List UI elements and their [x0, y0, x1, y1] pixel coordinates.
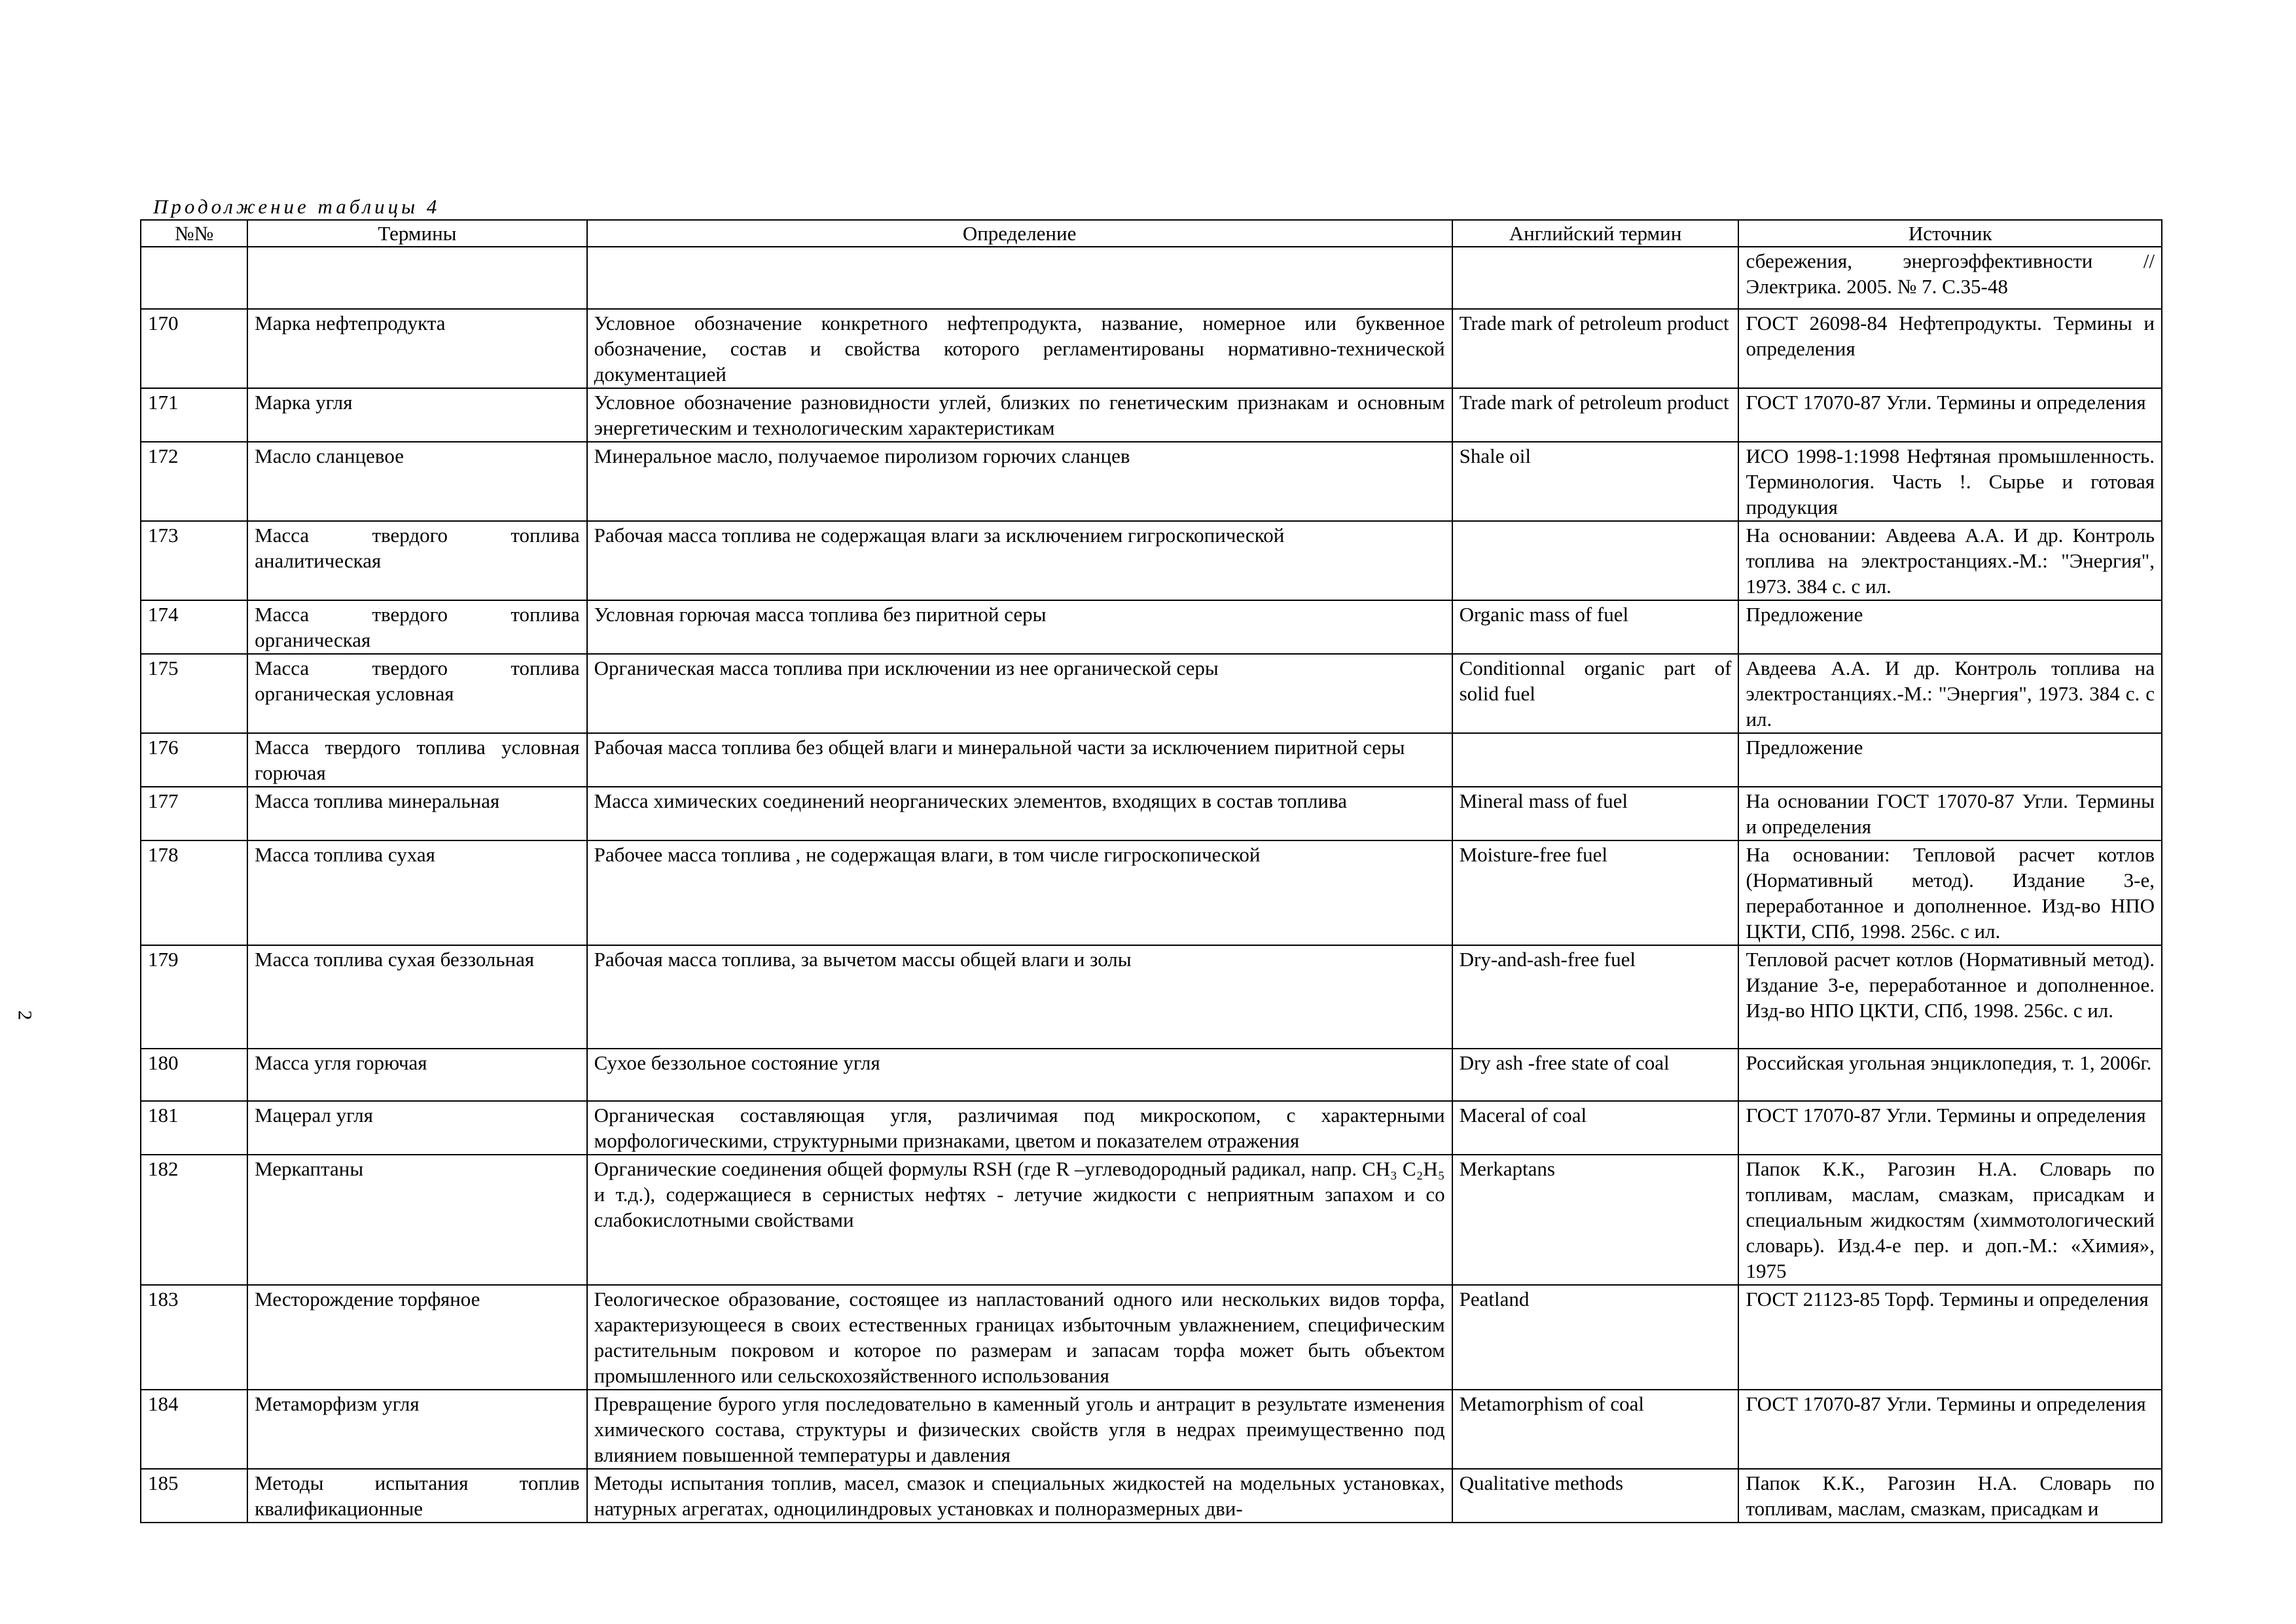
cell-english	[1452, 521, 1739, 600]
cell-num: 184	[141, 1390, 247, 1469]
cell-english: Conditionnal organic part of solid fuel	[1452, 654, 1739, 733]
cell-english: Trade mark of petroleum product	[1452, 388, 1739, 442]
table-row	[141, 1101, 2162, 1155]
cell-source: Предложение	[1738, 600, 2162, 654]
cell-term: Масса твердого топлива органическая	[247, 600, 586, 654]
cell-definition: Масса химических соединений неорганических элементов, входящих в состав топлива	[587, 787, 1452, 840]
cell-num: 180	[141, 1049, 247, 1101]
cell-term: Меркаптаны	[247, 1155, 586, 1285]
cell-english: Peatland	[1452, 1285, 1739, 1390]
cell-definition: Рабочее масса топлива , не содержащая влаги, в том числе гигроскопической	[587, 840, 1452, 945]
cell-source: ГОСТ 17070-87 Угли. Термины и определения	[1738, 388, 2162, 442]
header-definition: Определение	[587, 220, 1452, 247]
cell-definition: Условное обозначение конкретного нефтепродукта, название, номерное или буквенное обозначение, состав и свойства которого регламентированы нормативно-технической документацией	[587, 309, 1452, 388]
cell-definition: Рабочая масса топлива не содержащая влаги за исключением гигроскопической	[587, 521, 1452, 600]
cell-definition: Методы испытания топлив, масел, смазок и специальных жидкостей на модельных установках, натурных агрегатах, одноцилиндровых установках и полноразмерных дви-	[587, 1469, 1452, 1523]
cell-english: Dry-and-ash-free fuel	[1452, 945, 1739, 1049]
cell-english: Moisture-free fuel	[1452, 840, 1739, 945]
cell-definition: Условная горючая масса топлива без пиритной серы	[587, 600, 1452, 654]
cell-source: ГОСТ 21123-85 Торф. Термины и определения	[1738, 1285, 2162, 1390]
cell-english: Mineral mass of fuel	[1452, 787, 1739, 840]
cell-num: 178	[141, 840, 247, 945]
header-num: №№	[141, 220, 247, 247]
cell-definition: Условное обозначение разновидности углей, близких по генетическим признакам и основным энергетическим и технологическим характеристикам	[587, 388, 1452, 442]
cell-num: 181	[141, 1101, 247, 1155]
cell-source: Папок К.К., Рагозин Н.А. Словарь по топливам, маслам, смазкам, присадкам и	[1738, 1469, 2162, 1523]
cell-term	[247, 247, 586, 309]
cell-definition	[587, 247, 1452, 309]
cell-source: Тепловой расчет котлов (Нормативный метод). Издание 3-е, переработанное и дополненное. Изд-во НПО ЦКТИ, СПб, 1998. 256с. с ил.	[1738, 945, 2162, 1049]
table-row	[141, 309, 2162, 388]
cell-source: ГОСТ 17070-87 Угли. Термины и определения	[1738, 1101, 2162, 1155]
cell-source: ИСО 1998-1:1998 Нефтяная промышленность. Терминология. Часть !. Сырье и готовая продукция	[1738, 442, 2162, 521]
cell-term: Масса топлива минеральная	[247, 787, 586, 840]
cell-term: Метаморфизм угля	[247, 1390, 586, 1469]
cell-term: Масса топлива сухая беззольная	[247, 945, 586, 1049]
header-source: Источник	[1738, 220, 2162, 247]
cell-source: На основании: Авдеева А.А. И др. Контроль топлива на электростанциях.-М.: "Энергия", 1973. 384 с. с ил.	[1738, 521, 2162, 600]
cell-term: Марка угля	[247, 388, 586, 442]
cell-definition: Рабочая масса топлива, за вычетом массы общей влаги и золы	[587, 945, 1452, 1049]
cell-num: 172	[141, 442, 247, 521]
cell-num	[141, 247, 247, 309]
cell-num: 183	[141, 1285, 247, 1390]
cell-english: Organic mass of fuel	[1452, 600, 1739, 654]
table-row	[141, 1155, 2162, 1285]
cell-english: Shale oil	[1452, 442, 1739, 521]
cell-definition: Органическая масса топлива при исключении из нее органической серы	[587, 654, 1452, 733]
table-row	[141, 1390, 2162, 1469]
cell-english: Trade mark of petroleum product	[1452, 309, 1739, 388]
cell-num: 177	[141, 787, 247, 840]
cell-definition: Превращение бурого угля последовательно в каменный уголь и антрацит в результате изменения химического состава, структуры и физических свойств угля в недрах преимущественно под влиянием повышенной температуры и давления	[587, 1390, 1452, 1469]
terms-table	[140, 219, 2162, 1523]
cell-source: Авдеева А.А. И др. Контроль топлива на электростанциях.-М.: "Энергия", 1973. 384 с. с ил.	[1738, 654, 2162, 733]
cell-source: На основании: Тепловой расчет котлов (Нормативный метод). Издание 3-е, переработанное и дополненное. Изд-во НПО ЦКТИ, СПб, 1998. 256с. с ил.	[1738, 840, 2162, 945]
table-row	[141, 733, 2162, 787]
table-row	[141, 1469, 2162, 1523]
table-row	[141, 247, 2162, 309]
cell-source: На основании ГОСТ 17070-87 Угли. Термины и определения	[1738, 787, 2162, 840]
table-row	[141, 840, 2162, 945]
table-row	[141, 600, 2162, 654]
cell-source: Папок К.К., Рагозин Н.А. Словарь по топливам, маслам, смазкам, присадкам и специальным жидкостям (химмотологический словарь). Изд.4-е пер. и доп.-М.: «Химия», 1975	[1738, 1155, 2162, 1285]
table-caption: Продолжение таблицы 4	[153, 195, 440, 218]
cell-definition: Органические соединения общей формулы RSH (где R –углеводородный радикал, напр. CH₃ C₂H₅ и т.д.), содержащиеся в сернистых нефтях - летучие жидкости с неприятным запахом и со слабокислотными свойствами	[587, 1155, 1452, 1285]
cell-english: Dry ash -free state of coal	[1452, 1049, 1739, 1101]
header-english: Английский термин	[1452, 220, 1739, 247]
cell-num: 171	[141, 388, 247, 442]
cell-term: Мацерал угля	[247, 1101, 586, 1155]
table-row	[141, 654, 2162, 733]
cell-term: Масло сланцевое	[247, 442, 586, 521]
cell-english: Merkaptans	[1452, 1155, 1739, 1285]
cell-num: 174	[141, 600, 247, 654]
table-row	[141, 388, 2162, 442]
cell-term: Методы испытания топлив квалификационные	[247, 1469, 586, 1523]
cell-num: 179	[141, 945, 247, 1049]
cell-definition: Органическая составляющая угля, различимая под микроскопом, с характерными морфологическими, структурными признаками, цветом и показателем отражения	[587, 1101, 1452, 1155]
cell-source: сбережения, энергоэффективности // Электрика. 2005. № 7. С.35-48	[1738, 247, 2162, 309]
cell-term: Масса топлива сухая	[247, 840, 586, 945]
table-body	[141, 247, 2162, 1523]
table-header-row	[141, 220, 2162, 247]
cell-num: 182	[141, 1155, 247, 1285]
cell-term: Масса твердого топлива органическая условная	[247, 654, 586, 733]
cell-definition: Минеральное масло, получаемое пиролизом горючих сланцев	[587, 442, 1452, 521]
page-number: 2	[14, 1010, 36, 1020]
table-row	[141, 945, 2162, 1049]
cell-num: 176	[141, 733, 247, 787]
cell-english: Maceral of coal	[1452, 1101, 1739, 1155]
cell-term: Масса твердого топлива условная горючая	[247, 733, 586, 787]
cell-term: Месторождение торфяное	[247, 1285, 586, 1390]
cell-num: 173	[141, 521, 247, 600]
cell-source: ГОСТ 17070-87 Угли. Термины и определения	[1738, 1390, 2162, 1469]
cell-definition: Сухое беззольное состояние угля	[587, 1049, 1452, 1101]
cell-english	[1452, 247, 1739, 309]
cell-source: Предложение	[1738, 733, 2162, 787]
header-term: Термины	[247, 220, 586, 247]
cell-num: 170	[141, 309, 247, 388]
table-row	[141, 442, 2162, 521]
cell-english: Qualitative methods	[1452, 1469, 1739, 1523]
cell-num: 185	[141, 1469, 247, 1523]
cell-english	[1452, 733, 1739, 787]
cell-english: Metamorphism of coal	[1452, 1390, 1739, 1469]
cell-term: Масса твердого топлива аналитическая	[247, 521, 586, 600]
cell-source: Российская угольная энциклопедия, т. 1, 2006г.	[1738, 1049, 2162, 1101]
table-row	[141, 1049, 2162, 1101]
cell-definition: Рабочая масса топлива без общей влаги и минеральной части за исключением пиритной серы	[587, 733, 1452, 787]
cell-definition: Геологическое образование, состоящее из напластований одного или нескольких видов торфа, характеризующееся в своих естественных границах избыточным увлажнением, специфическим растительным покровом и которое по размерам и запасам торфа может быть объектом промышленного или сельскохозяйственного использования	[587, 1285, 1452, 1390]
table-row	[141, 521, 2162, 600]
cell-term: Масса угля горючая	[247, 1049, 586, 1101]
table-row	[141, 1285, 2162, 1390]
cell-term: Марка нефтепродукта	[247, 309, 586, 388]
cell-source: ГОСТ 26098-84 Нефтепродукты. Термины и определения	[1738, 309, 2162, 388]
cell-num: 175	[141, 654, 247, 733]
table-row	[141, 787, 2162, 840]
